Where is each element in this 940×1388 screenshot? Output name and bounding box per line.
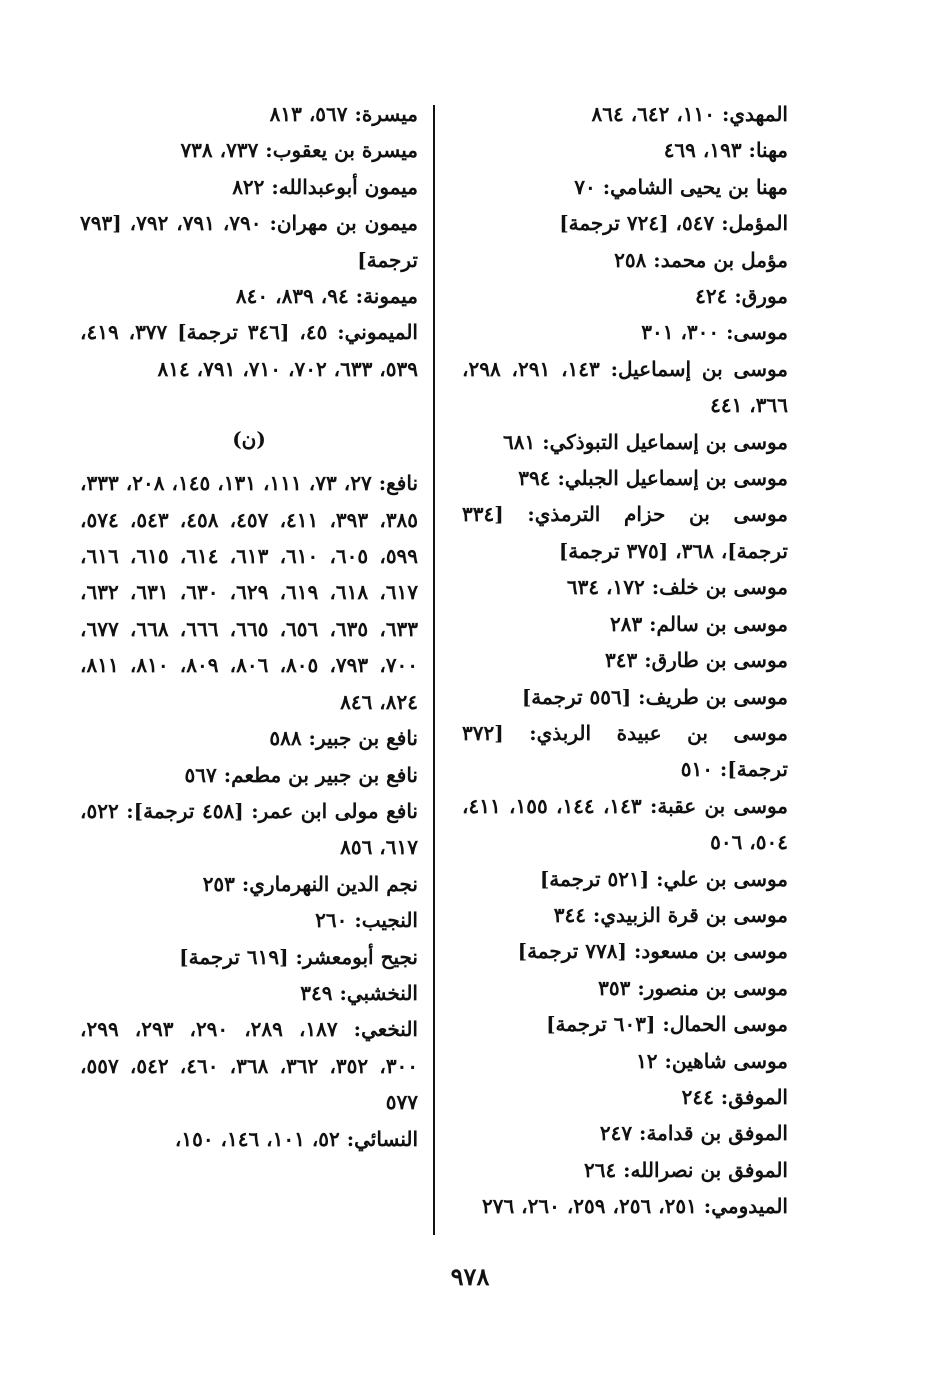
index-entry: موسى بن طارق: ٣٤٣ [605, 648, 788, 673]
entry-pages: ٢٥٨ [614, 247, 647, 272]
entry-name: ميمون بن مهران [276, 211, 418, 236]
entry-name: موسى [733, 320, 788, 345]
entry-name: مهنا بن يحيى الشامي [610, 174, 788, 199]
entry-pages: [٣٧٢ ترجمة]: ٥١٠ [462, 720, 788, 782]
entry-name: الموفق بن نصرالله [630, 1157, 788, 1182]
entry-name: المؤمل [728, 211, 788, 236]
entry-name: نافع [386, 471, 419, 496]
entry-pages: ٤٥، [٣٤٦ ترجمة] ٣٧٧، ٤١٩، ٥٣٩، ٦٣٣، ٧٠٢، ٧١٠، ٧٩١، ٨١٤ [80, 320, 418, 381]
index-entry: موسى بن مسعود: [٧٧٨ ترجمة] [517, 939, 788, 964]
index-entry: موسى بن سالم: ٢٨٣ [609, 611, 788, 636]
index-entry: موسى بن طريف: [٥٥٦ ترجمة] [521, 684, 788, 709]
index-entry: ميمون أبوعبدالله: ٨٢٢ [232, 174, 418, 199]
entry-name: موسى بن قرة الزبيدي [600, 902, 788, 927]
entry-name: النسائي [354, 1126, 418, 1151]
index-entry: موسى بن حزام الترمذي: [٣٣٤ ترجمة]، ٣٦٨، [٣٧٥ ترجمة] [462, 502, 788, 563]
index-entry: نافع مولى ابن عمر: [٤٥٨ ترجمة]: ٥٢٢، ٦١٧، ٨٥٦ [80, 798, 418, 860]
entry-name: موسى بن طريف [645, 684, 788, 709]
index-entry: نجيح أبومعشر: [٦١٩ ترجمة] [179, 944, 418, 969]
entry-pages: ٦٨١ [503, 429, 536, 454]
entry-pages: ٢٤٧ [599, 1121, 633, 1146]
entry-name: موسى بن مسعود [641, 939, 788, 964]
entry-pages: ١٤٣، ١٤٤، ١٥٥، ٤١١، ٥٠٤، ٥٠٦ [462, 793, 788, 855]
entry-pages: ١٧٢، ٦٣٤ [566, 575, 645, 600]
page-number: ٩٧٨ [450, 1262, 490, 1291]
entry-pages: ٩٤، ٨٣٩، ٨٤٠ [235, 284, 349, 309]
entry-name: نجيح أبومعشر [302, 944, 418, 969]
entry-pages: ٤٢٤ [695, 284, 728, 309]
entry-name: النخعي [361, 1017, 418, 1042]
index-entry: موسى بن إسماعيل التبوذكي: ٦٨١ [503, 429, 788, 454]
index-entry: موسى: ٣٠٠، ٣٠١ [641, 320, 788, 345]
entry-name: موسى بن إسماعيل [617, 356, 788, 381]
index-entry: مؤمل بن محمد: ٢٥٨ [614, 247, 788, 272]
entry-name: موسى بن حزام الترمذي [534, 502, 788, 527]
entry-name: نافع بن جبير بن مطعم [231, 762, 418, 787]
entry-name: الميدومي [711, 1194, 788, 1219]
entry-pages: ٣٤٣ [605, 648, 638, 673]
entry-name: مهنا [755, 138, 788, 163]
index-entry: موسى بن قرة الزبيدي: ٣٤٤ [553, 902, 788, 927]
index-entry: النسائي: ٥٢، ١٠١، ١٤٦، ١٥٠، [174, 1126, 418, 1151]
index-entry: مورق: ٤٢٤ [695, 284, 788, 309]
index-entry: موسى بن إسماعيل: ١٤٣، ٢٩١، ٢٩٨، ٣٦٦، ٤٤١ [462, 356, 788, 418]
entry-pages: ١٢ [636, 1048, 658, 1073]
entry-name: موسى بن خلف [659, 575, 788, 600]
index-column-right [462, 96, 788, 1225]
index-entry: الميموني: ٤٥، [٣٤٦ ترجمة] ٣٧٧، ٤١٩، ٥٣٩، ٦٣٣، ٧٠٢، ٧١٠، ٧٩١، ٨١٤ [80, 320, 418, 381]
index-entry: موسى بن عبيدة الربذي: [٣٧٢ ترجمة]: ٥١٠ [462, 720, 788, 782]
entry-pages: [٦٠٣ ترجمة] [546, 1012, 656, 1037]
entry-name: موسى بن علي [663, 866, 788, 891]
entry-pages: ٢٧، ٧٣، ١١١، ١٣١، ١٤٥، ٢٠٨، ٣٣٣، ٣٨٥، ٣٩٣، ٤١١، ٤٥٧، ٤٥٨، ٥٤٣، ٥٧٤، ٥٩٩، ٦٠٥، ٦١٠، ٦١٣، ٦١٤، ٦١٥، ٦١٦، ٦١٧، ٦١٨، ٦١٩، ٦٢٩، ٦٣٠، ٦٣١، ٦٣٢، ٦٣٣، ٦٣٥، ٦٥٦، ٦٦٥، ٦٦٦، ٦٦٨، ٦٧٧، ٧٠٠، ٧٩٣، ٨٠٥، ٨٠٦، ٨٠٩، ٨١٠، ٨١١، ٨٢٤، ٨٤٦ [80, 471, 419, 714]
index-entry: مهنا: ١٩٣، ٤٦٩ [663, 138, 788, 163]
entry-name: النخشبي [346, 980, 418, 1005]
entry-name: موسى شاهين [671, 1048, 788, 1073]
entry-pages: ١٨٧، ٢٨٩، ٢٩٠، ٢٩٣، ٢٩٩، ٣٠٠، ٣٥٢، ٣٦٢، ٣٦٨، ٤٦٠، ٥٤٢، ٥٥٧، ٥٧٧ [80, 1017, 419, 1115]
index-entry: المؤمل: ٥٤٧، [٧٢٤ ترجمة] [559, 211, 788, 236]
entry-pages: ٧٣٧، ٧٣٨ [180, 138, 259, 163]
entry-name: مورق [741, 284, 788, 309]
entry-name: الميموني [344, 320, 418, 345]
entry-name: ميسرة [361, 102, 418, 126]
entry-pages: ٢٦٤ [583, 1157, 617, 1182]
entry-pages: [٤٥٨ ترجمة]: ٥٢٢، ٦١٧، ٨٥٦ [80, 798, 418, 860]
entry-pages: ١٤٣، ٢٩١، ٢٩٨، ٣٦٦، ٤٤١ [462, 356, 788, 418]
entry-name: ميسرة بن يعقوب [272, 138, 418, 163]
index-entry: ميمونة: ٩٤، ٨٣٩، ٨٤٠ [235, 284, 418, 309]
entry-name: موسى الحمال [669, 1012, 788, 1037]
entry-name: النجيب [361, 908, 418, 933]
entry-pages: ٥٦٧، ٨١٣ [269, 102, 348, 126]
entry-name: موسى بن عبيدة الربذي [536, 720, 788, 745]
index-entry: موسى الحمال: [٦٠٣ ترجمة] [546, 1012, 788, 1037]
entry-pages: ٥٨٨ [269, 726, 302, 751]
index-entry: موسى بن خلف: ١٧٢، ٦٣٤ [566, 575, 788, 600]
index-entry: موسى شاهين: ١٢ [636, 1048, 788, 1073]
entry-pages: [٣٣٤ ترجمة]، ٣٦٨، [٣٧٥ ترجمة] [462, 502, 788, 563]
entry-pages: ٣٤٩ [300, 980, 333, 1005]
entry-name: الموفق [728, 1084, 788, 1109]
entry-pages: ٢٨٣ [609, 611, 643, 636]
index-entry: موسى بن إسماعيل الجبلي: ٣٩٤ [518, 466, 788, 491]
index-entry: الموفق بن قدامة: ٢٤٧ [599, 1121, 788, 1146]
entry-name: موسى بن عقبة [657, 793, 788, 818]
entry-pages: ٥٦٧ [184, 762, 217, 787]
entry-name: مؤمل بن محمد [660, 247, 788, 272]
index-entry: نافع: ٢٧، ٧٣، ١١١، ١٣١، ١٤٥، ٢٠٨، ٣٣٣، ٣٨٥، ٣٩٣، ٤١١، ٤٥٧، ٤٥٨، ٥٤٣، ٥٧٤، ٥٩٩، ٦٠٥، ٦١٠، ٦١٣، ٦١٤، ٦١٥، ٦١٦، ٦١٧، ٦١٨، ٦١٩، ٦٢٩، ٦٣٠، ٦٣١، ٦٣٢، ٦٣٣، ٦٣٥، ٦٥٦، ٦٦٥، ٦٦٦، ٦٦٨، ٦٧٧، ٧٠٠، ٧٩٣، ٨٠٥، ٨٠٦، ٨٠٩، ٨١٠، ٨١١، ٨٢٤، ٨٤٦ [80, 471, 419, 714]
entry-name: نجم الدين النهرماري [249, 871, 418, 896]
entry-pages: ٣٠٠، ٣٠١ [641, 320, 720, 345]
index-group-noon [80, 465, 418, 1157]
index-entry: النجيب: ٢٦٠ [315, 908, 418, 933]
index-entry: ميسرة بن يعقوب: ٧٣٧، ٧٣٨ [180, 138, 418, 163]
entry-pages: ١١٠، ٦٤٢، ٨٦٤ [591, 102, 716, 126]
index-entry: النخعي: ١٨٧، ٢٨٩، ٢٩٠، ٢٩٣، ٢٩٩، ٣٠٠، ٣٥٢، ٣٦٢، ٣٦٨، ٤٦٠، ٥٤٢، ٥٥٧، ٥٧٧ [80, 1017, 419, 1115]
entry-name: موسى بن طارق [651, 648, 788, 673]
entry-pages: ٧٩٠، ٧٩١، ٧٩٢، [٧٩٣ ترجمة] [80, 211, 418, 272]
section-letter-noon: (ن) [232, 427, 266, 452]
index-column-left [80, 96, 418, 1157]
index-entry: نجم الدين النهرماري: ٢٥٣ [202, 871, 418, 896]
entry-pages: ١٩٣، ٤٦٩ [663, 138, 742, 163]
entry-name: الموفق بن قدامة [646, 1121, 788, 1146]
index-entry: الميدومي: ٢٥١، ٢٥٦، ٢٥٩، ٢٦٠، ٢٧٦ [481, 1194, 788, 1219]
index-entry: موسى بن علي: [٥٢١ ترجمة] [539, 866, 788, 891]
index-entry: الموفق: ٢٤٤ [681, 1084, 788, 1109]
entry-pages: [٥٥٦ ترجمة] [521, 684, 632, 709]
entry-pages: ٣٤٤ [553, 902, 586, 927]
index-entry: الموفق بن نصرالله: ٢٦٤ [583, 1157, 788, 1182]
index-entry: نافع بن جبير: ٥٨٨ [269, 726, 418, 751]
entry-pages: ٣٩٤ [518, 466, 551, 491]
entry-pages: ٨٢٢ [232, 174, 265, 199]
entry-pages: ٧٠ [574, 174, 596, 199]
index-entry: ميسرة: ٥٦٧، ٨١٣ [269, 102, 418, 126]
entry-pages: [٦١٩ ترجمة] [179, 944, 289, 969]
index-entry: موسى بن منصور: ٣٥٣ [598, 975, 788, 1000]
entry-name: نافع بن جبير [315, 726, 418, 751]
index-entry: ميمون بن مهران: ٧٩٠، ٧٩١، ٧٩٢، [٧٩٣ ترجمة] [80, 211, 418, 272]
index-entry: المهدي: ١١٠، ٦٤٢، ٨٦٤ [591, 102, 788, 126]
entry-name: نافع مولى ابن عمر [258, 798, 418, 823]
column-divider [433, 105, 435, 1235]
index-group-meem [80, 96, 418, 387]
index-entry: نافع بن جبير بن مطعم: ٥٦٧ [184, 762, 418, 787]
entry-pages: ٥٤٧، [٧٢٤ ترجمة] [559, 211, 715, 236]
entry-pages: ٢٤٤ [681, 1084, 714, 1109]
entry-name: موسى بن منصور [644, 975, 788, 1000]
entry-name: موسى بن إسماعيل الجبلي [564, 466, 788, 491]
entry-name: المهدي [729, 102, 788, 126]
entry-pages: ٢٥٣ [202, 871, 235, 896]
index-entry: موسى بن عقبة: ١٤٣، ١٤٤، ١٥٥، ٤١١، ٥٠٤، ٥٠٦ [462, 793, 788, 855]
index-entry: مهنا بن يحيى الشامي: ٧٠ [574, 174, 788, 199]
entry-name: موسى بن سالم [656, 611, 788, 636]
entry-pages: [٧٧٨ ترجمة] [517, 939, 627, 964]
entry-pages: ٥٢، ١٠١، ١٤٦، ١٥٠، [174, 1126, 340, 1151]
entry-pages: ٢٦٠ [315, 908, 348, 933]
index-entry: النخشبي: ٣٤٩ [300, 980, 418, 1005]
entry-name: ميمون أبوعبدالله [278, 174, 418, 199]
entry-name: ميمونة [363, 284, 418, 309]
entry-name: موسى بن إسماعيل التبوذكي [549, 429, 788, 454]
entry-pages: [٥٢١ ترجمة] [539, 866, 650, 891]
entry-pages: ٢٥١، ٢٥٦، ٢٥٩، ٢٦٠، ٢٧٦ [481, 1194, 697, 1219]
entry-pages: ٣٥٣ [598, 975, 631, 1000]
